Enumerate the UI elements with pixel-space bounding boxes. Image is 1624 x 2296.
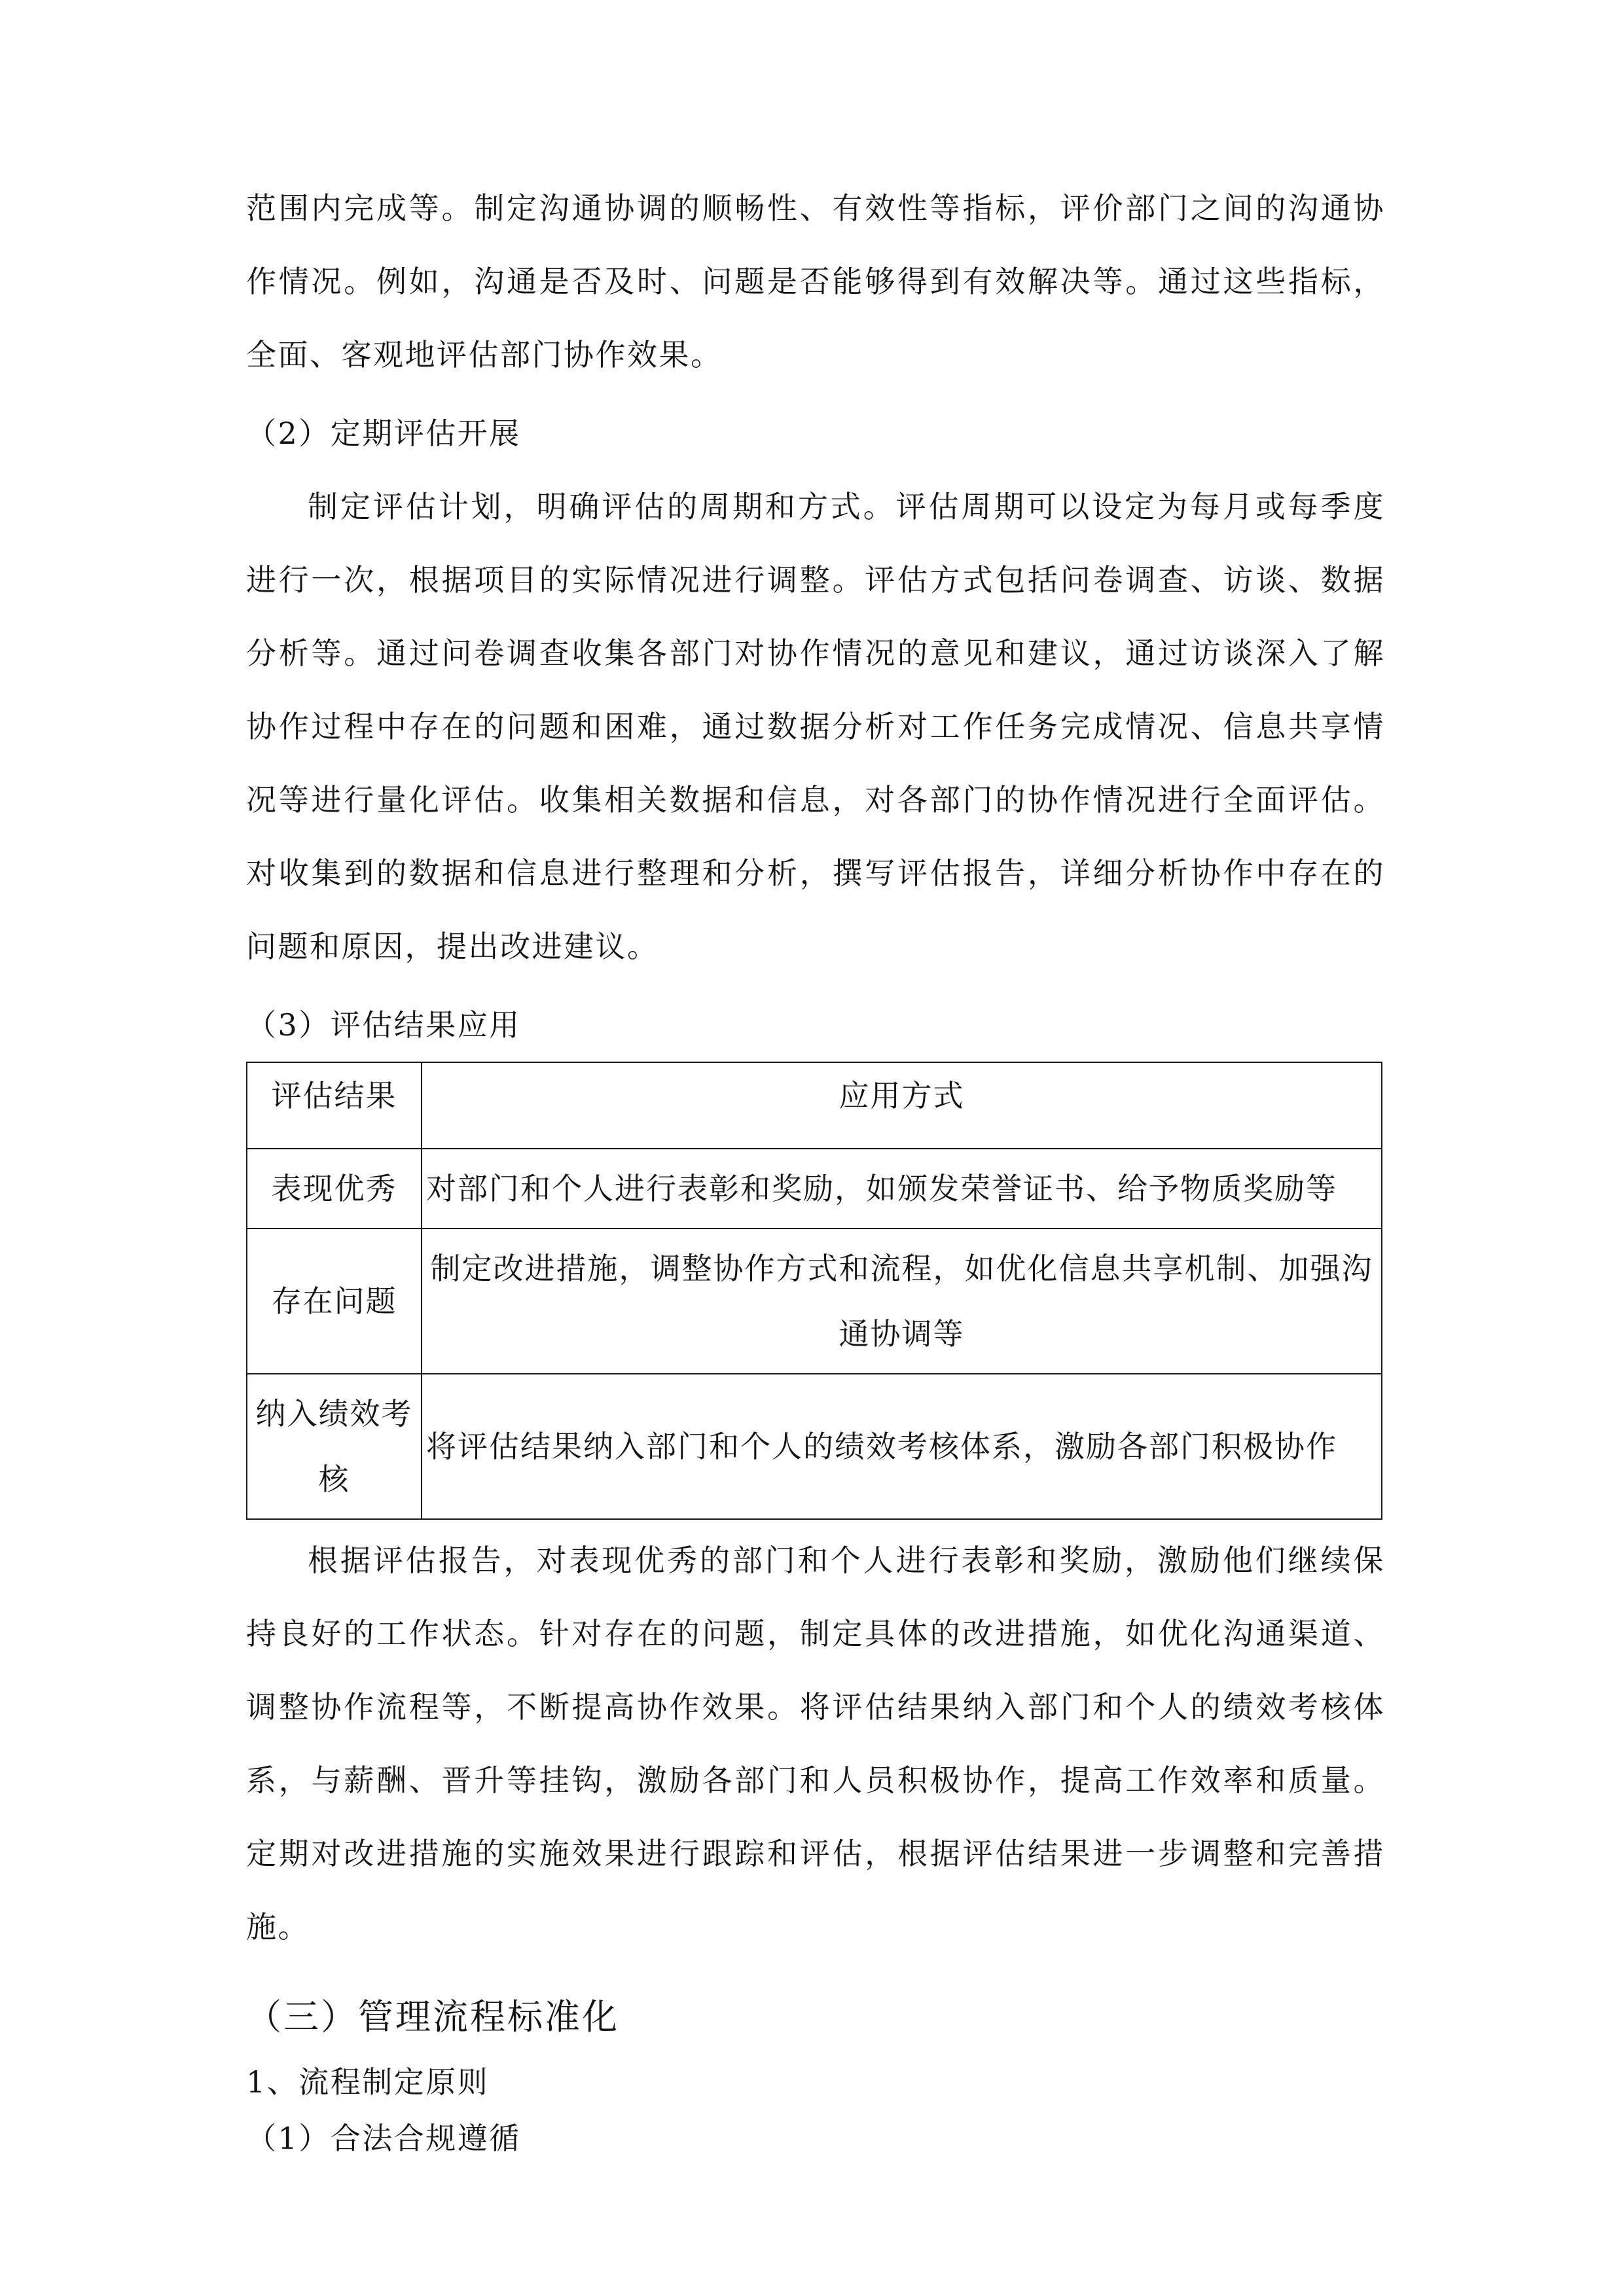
result-application-paragraph: 根据评估报告，对表现优秀的部门和个人进行表彰和奖励，激励他们继续保持良好的工作状态。针对存在的问题，制定具体的改进措施，如优化沟通渠道、调整协作流程等，不断提高协作效果。将评估结果纳入部门和个人的绩效考核体系，与薪酬、晋升等挂钩，激励各部门和人员积极协作，提高工作效率和质量。定期对改进措施的实施效果进行跟踪和评估，根据评估结果进一步调整和完善措施。 bbox=[246, 1543, 1385, 1945]
table-header-application: 应用方式 bbox=[422, 1062, 1382, 1149]
evaluation-results-table bbox=[246, 1062, 1382, 1520]
table-cell-application: 将评估结果纳入部门和个人的绩效考核体系，激励各部门积极协作 bbox=[422, 1374, 1382, 1519]
heading-process-standardization: （三）管理流程标准化 bbox=[246, 1996, 619, 2037]
heading-legal-compliance: （1）合法合规遵循 bbox=[246, 2121, 521, 2156]
table-header-result: 评估结果 bbox=[247, 1062, 422, 1149]
table-cell-result: 表现优秀 bbox=[247, 1149, 422, 1229]
page-content bbox=[246, 171, 1385, 2166]
heading-result-application: （3）评估结果应用 bbox=[246, 1007, 521, 1043]
table-cell-application: 对部门和个人进行表彰和奖励，如颁发荣誉证书、给予物质奖励等 bbox=[422, 1149, 1382, 1229]
table-header-row bbox=[247, 1062, 1382, 1149]
table-cell-result: 存在问题 bbox=[247, 1229, 422, 1374]
table-row bbox=[247, 1374, 1382, 1519]
table-row bbox=[247, 1149, 1382, 1229]
table-row bbox=[247, 1229, 1382, 1374]
intro-paragraph: 范围内完成等。制定沟通协调的顺畅性、有效性等指标，评价部门之间的沟通协作情况。例如，沟通是否及时、问题是否能够得到有效解决等。通过这些指标，全面、客观地评估部门协作效果。 bbox=[246, 190, 1385, 372]
table-cell-result: 纳入绩效考核 bbox=[247, 1374, 422, 1519]
heading-periodic-evaluation: （2）定期评估开展 bbox=[246, 416, 521, 451]
periodic-evaluation-paragraph: 制定评估计划，明确评估的周期和方式。评估周期可以设定为每月或每季度进行一次，根据项目的实际情况进行调整。评估方式包括问卷调查、访谈、数据分析等。通过问卷调查收集各部门对协作情况的意见和建议，通过访谈深入了解协作过程中存在的问题和困难，通过数据分析对工作任务完成情况、信息共享情况等进行量化评估。收集相关数据和信息，对各部门的协作情况进行全面评估。对收集到的数据和信息进行整理和分析，撰写评估报告，详细分析协作中存在的问题和原因，提出改进建议。 bbox=[246, 489, 1385, 964]
table-cell-application: 制定改进措施，调整协作方式和流程，如优化信息共享机制、加强沟通协调等 bbox=[422, 1229, 1382, 1374]
heading-process-principles: 1、流程制定原则 bbox=[246, 2064, 490, 2100]
